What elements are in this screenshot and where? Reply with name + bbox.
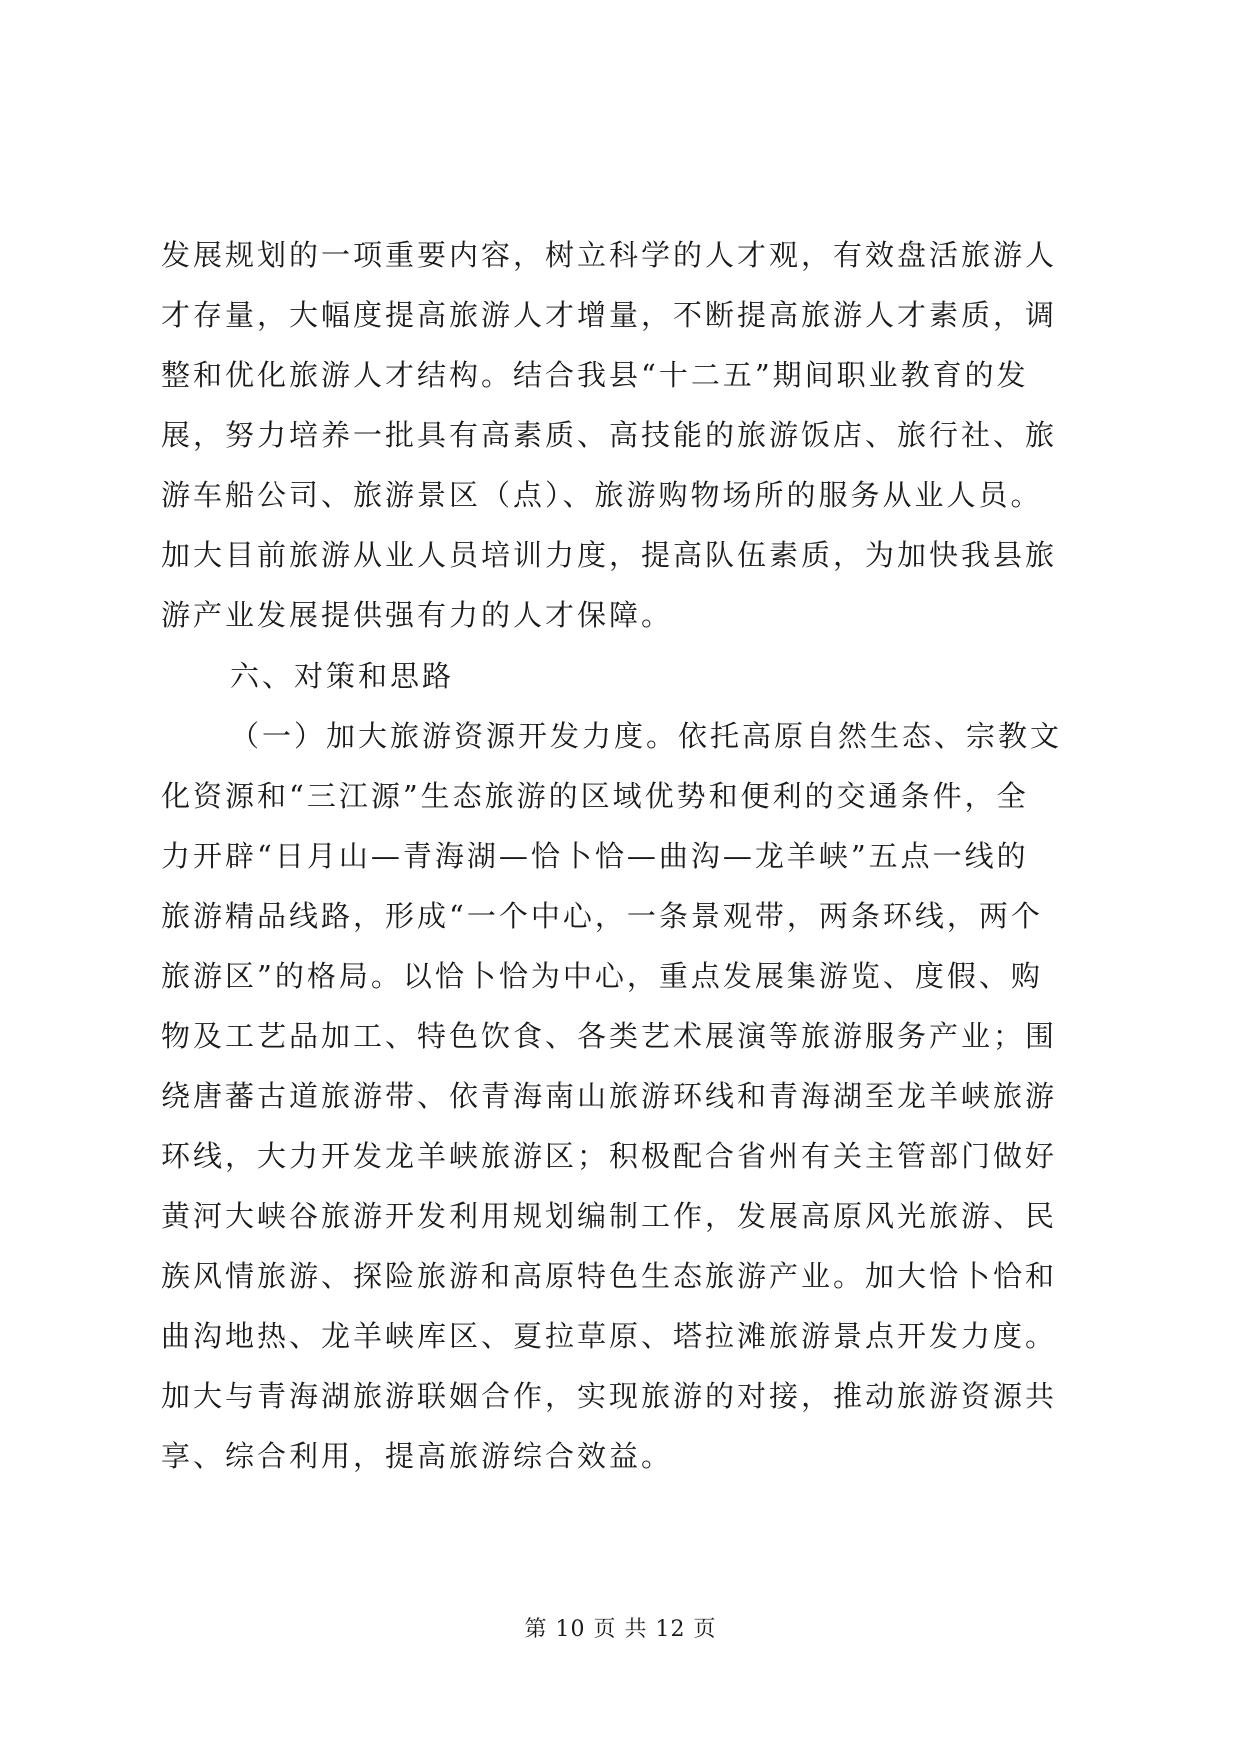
body-line: 游车船公司、旅游景区（点）、旅游购物场所的服务从业人员。 xyxy=(161,478,1043,512)
body-line: 黄河大峡谷旅游开发利用规划编制工作，发展高原风光旅游、民 xyxy=(161,1199,1058,1233)
subsection-heading-line: （一）加大旅游资源开发力度。依托高原自然生态、宗教文 xyxy=(230,719,1063,753)
body-line: 物及工艺品加工、特色饮食、各类艺术展演等旅游服务产业；围 xyxy=(161,1019,1058,1053)
body-line: 环线，大力开发龙羊峡旅游区；积极配合省州有关主管部门做好 xyxy=(161,1139,1058,1173)
body-line: 游产业发展提供强有力的人才保障。 xyxy=(161,598,674,632)
body-line: 旅游区”的格局。以恰卜恰为中心，重点发展集游览、度假、购 xyxy=(161,959,1043,993)
body-line: 旅游精品线路，形成“一个中心，一条景观带，两条环线，两个 xyxy=(161,899,1043,933)
body-line: 展，努力培养一批具有高素质、高技能的旅游饭店、旅行社、旅 xyxy=(161,418,1058,452)
body-line: 曲沟地热、龙羊峡库区、夏拉草原、塔拉滩旅游景点开发力度。 xyxy=(161,1319,1058,1353)
body-line: 力开辟“日月山—青海湖—恰卜恰—曲沟—龙羊峡”五点一线的 xyxy=(161,839,1029,873)
body-line: 加大目前旅游从业人员培训力度，提高队伍素质，为加快我县旅 xyxy=(161,538,1058,572)
body-line: 整和优化旅游人才结构。结合我县“十二五”期间职业教育的发 xyxy=(161,358,1029,392)
section-heading: 六、对策和思路 xyxy=(230,659,455,693)
body-line: 才存量，大幅度提高旅游人才增量，不断提高旅游人才素质，调 xyxy=(161,298,1058,332)
body-line: 发展规划的一项重要内容，树立科学的人才观，有效盘活旅游人 xyxy=(161,238,1058,272)
body-line: 绕唐蕃古道旅游带、依青海南山旅游环线和青海湖至龙羊峡旅游 xyxy=(161,1079,1058,1113)
body-line: 享、综合利用，提高旅游综合效益。 xyxy=(161,1439,674,1473)
body-line: 族风情旅游、探险旅游和高原特色生态旅游产业。加大恰卜恰和 xyxy=(161,1259,1058,1293)
body-line: 加大与青海湖旅游联姻合作，实现旅游的对接，推动旅游资源共 xyxy=(161,1379,1058,1413)
body-line: 化资源和“三江源”生态旅游的区域优势和便利的交通条件，全 xyxy=(161,779,1029,813)
page-footer: 第 10 页 共 12 页 xyxy=(524,1617,717,1642)
